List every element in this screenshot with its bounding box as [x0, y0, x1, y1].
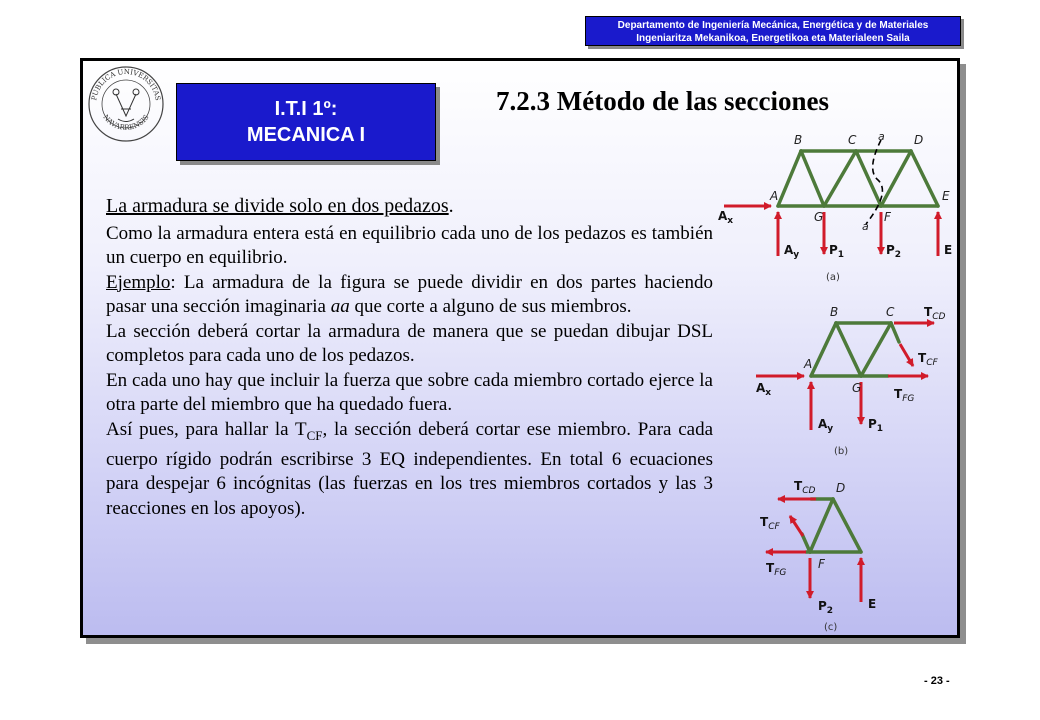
- svg-text:P1: $P_1$: [829, 243, 845, 260]
- paragraph-4: En cada uno hay que incluir la fuerza que sobre cada miembro cortado ejerce la otra parte del miembro que ha quedado fuera.: [106, 369, 713, 415]
- node-g-b: G: [852, 381, 862, 395]
- lead-text: La armadura se divide solo en dos pedazos: [106, 195, 449, 217]
- course-badge: [176, 83, 436, 161]
- paragraph-5-a: Así pues, para hallar la T: [106, 418, 307, 440]
- seal-text-top: PUBLICA UNIVERSITAS: [90, 67, 162, 102]
- label-ax-b: A: [756, 381, 766, 395]
- department-line-2: Ingeniaritza Mekanikoa, Energetikoa eta Materialeen Saila: [636, 33, 910, 44]
- label-tfg-b: T: [894, 387, 903, 401]
- paragraph-2-a: : La armadura de la figura se puede dividir en dos partes haciendo pasar una sección imaginaria: [106, 271, 713, 317]
- svg-text:Ax: $A_x$: [718, 209, 734, 226]
- paragraph-2: [106, 271, 713, 320]
- svg-text:TCD: $T_{CD}$: [924, 305, 946, 322]
- tcf-subscript: CF: [306, 427, 323, 443]
- label-p2: P: [886, 243, 895, 257]
- example-label: Ejemplo: [106, 271, 171, 293]
- svg-text:TCD: $T_{CD}$: [794, 479, 816, 496]
- node-labels-a: [769, 130, 950, 233]
- node-d-c: D: [836, 481, 846, 495]
- course-line-1: I.T.I 1º:: [274, 98, 338, 120]
- page-title: 7.2.3 Método de las secciones: [496, 86, 829, 116]
- truss-members-b: [811, 323, 899, 376]
- section-name: aa: [330, 296, 350, 317]
- page-number: - 23 -: [924, 675, 950, 687]
- university-seal-logo: [86, 64, 166, 144]
- node-b-b: B: [830, 305, 839, 319]
- svg-text:TCF: $T_{CF}$: [760, 515, 780, 532]
- lead-sentence: [106, 194, 713, 219]
- label-p2-c: P: [818, 599, 827, 613]
- body-text: [106, 194, 713, 521]
- figure-a-truss: [716, 130, 956, 286]
- label-ay-b: A: [818, 417, 828, 431]
- section-label-top: a: [878, 130, 885, 143]
- figure-b-left-portion: [716, 302, 956, 462]
- node-f: F: [884, 210, 891, 224]
- label-tcd-c: T: [794, 479, 803, 493]
- svg-text:P2: $P_2$: [818, 599, 834, 616]
- node-b: B: [794, 133, 803, 147]
- paragraph-1: Como la armadura entera está en equilibrio cada uno de los pedazos es también un cuerpo en equilibrio.: [106, 222, 713, 268]
- paragraph-5: [106, 418, 713, 522]
- paragraph-5-b: , la sección deberá cortar ese miembro. Para cada cuerpo rígido podrán escribirse 3 EQ independientes. En total 6 ecuaciones para despejar 6 incógnitas (las fuerzas en los tres miembros cortados y las 3 reacciones en los apoyos).: [106, 418, 714, 519]
- node-f-c: F: [818, 557, 825, 571]
- label-p1-b: P: [868, 417, 877, 431]
- label-e: E: [944, 243, 953, 257]
- course-line-2: MECANICA I: [246, 124, 366, 146]
- paragraph-3: La sección deberá cortar la armadura de manera que se puedan dibujar DSL completos para cada uno de los pedazos.: [106, 320, 713, 366]
- svg-text:P1: $P_1$: [868, 417, 884, 434]
- svg-text:TFG: $T_{FG}$: [894, 387, 915, 404]
- svg-text:Ay: $A_y$: [818, 417, 834, 434]
- node-c-b: C: [886, 305, 895, 319]
- caption-c: (c): [824, 622, 838, 633]
- node-d: D: [914, 133, 924, 147]
- department-line-1: Departamento de Ingeniería Mecánica, Energética y de Materiales: [617, 20, 929, 31]
- label-p1: P: [829, 243, 838, 257]
- section-label-bottom: a: [862, 220, 869, 233]
- svg-text:PUBLICA UNIVERSITAS: [90, 68, 162, 101]
- label-ax: A: [718, 209, 728, 223]
- paragraph-2-b: que corte a alguno de sus miembros.: [349, 296, 632, 317]
- node-c: C: [848, 133, 857, 147]
- label-ay: A: [784, 243, 794, 257]
- caption-a: (a): [826, 272, 840, 283]
- seal-text-bottom: NAVARRENSIS: [101, 113, 151, 132]
- label-tcf-b: T: [918, 351, 927, 365]
- node-e: E: [942, 189, 950, 203]
- node-a-b: A: [804, 357, 813, 371]
- truss-members-c: [802, 499, 861, 552]
- node-a: A: [770, 189, 779, 203]
- svg-text:P2: $P_2$: [886, 243, 902, 260]
- lead-period: .: [448, 195, 454, 217]
- label-e-c: E: [868, 597, 877, 611]
- figure-c-right-portion: [756, 474, 916, 634]
- svg-text:Ay: $A_y$: [784, 243, 800, 260]
- truss-members-a: [778, 151, 938, 206]
- svg-text:Ax: $A_x$: [756, 381, 772, 398]
- node-g: G: [814, 210, 824, 224]
- label-tfg-c: T: [766, 561, 775, 575]
- force-labels-a: [718, 209, 952, 260]
- svg-text:TFG: $T_{FG}$: [766, 561, 787, 578]
- label-tcd-b: T: [924, 305, 933, 319]
- svg-text:TCF: $T_{CF}$: [918, 351, 938, 368]
- department-banner: [585, 16, 961, 46]
- caption-b: (b): [834, 446, 849, 457]
- label-tcf-c: T: [760, 515, 769, 529]
